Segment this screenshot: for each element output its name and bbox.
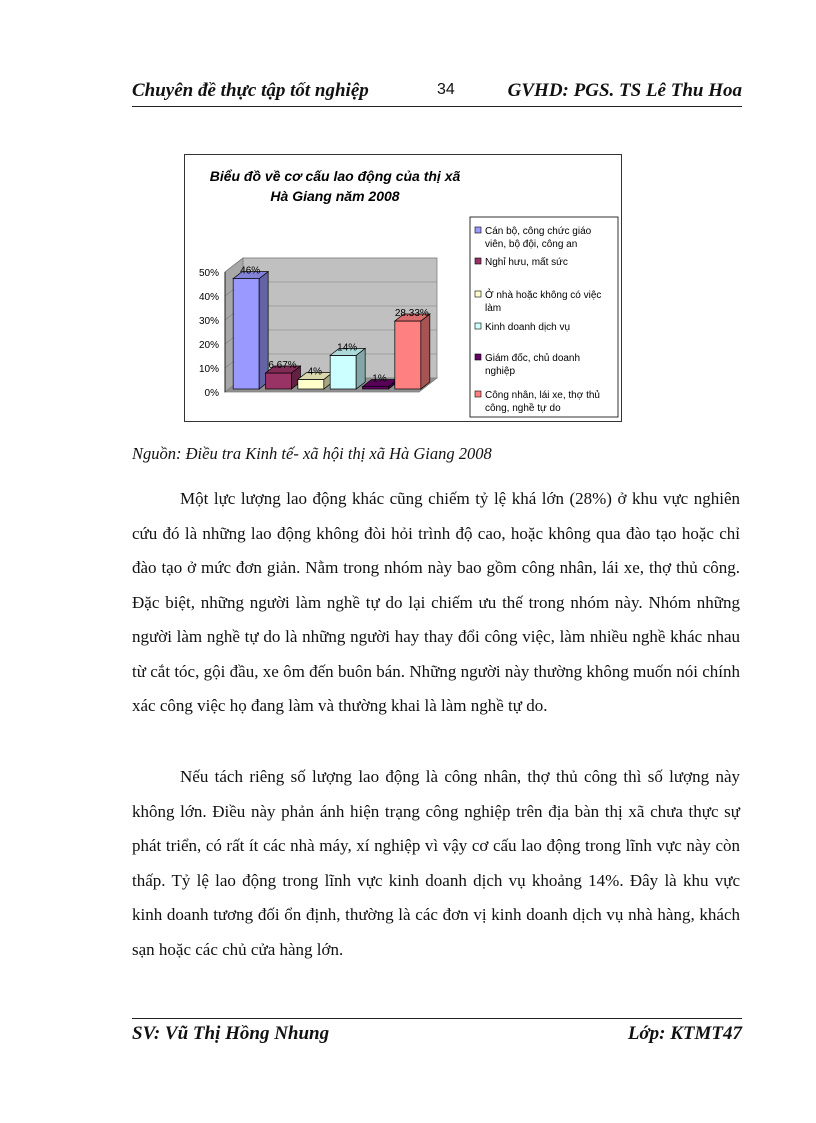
legend-label: công, nghề tự do bbox=[485, 403, 561, 414]
supervisor-label: GVHD: PGS. TS Lê Thu Hoa bbox=[507, 80, 742, 101]
legend-label: Kinh doanh dịch vụ bbox=[485, 322, 571, 333]
bar-data-label: 28.33% bbox=[394, 308, 429, 320]
page-footer bbox=[132, 1018, 742, 1049]
chart-title-line-2: Hà Giang năm 2008 bbox=[270, 188, 400, 204]
labor-structure-chart bbox=[185, 155, 621, 421]
bar-side bbox=[259, 272, 268, 389]
bar-front bbox=[233, 279, 259, 389]
y-tick-label: 50% bbox=[198, 268, 219, 279]
legend-label: Công nhân, lái xe, thợ thủ bbox=[485, 390, 600, 401]
chart-title-line-1: Biểu đồ về cơ cấu lao động của thị xã bbox=[209, 168, 461, 184]
paragraph-1: Một lực lượng lao động khác cũng chiếm tỷ lệ khá lớn (28%) ở khu vực nghiên cứu đó là những lao động không đòi hỏi trình độ cao, hoặc không qua đào tạo hoặc chỉ đào tạo ở mức đơn giản. Nằm trong nhóm này bao gồm công nhân, lái xe, thợ thủ công. Đặc biệt, những người làm nghề tự do lại chiếm ưu thế trong nhóm này. Nhóm những người làm nghề tự do là những người hay thay đổi công việc, làm nhiều nghề khác nhau từ cắt tóc, gội đầu, xe ôm đến buôn bán. Những người này thường không muốn nói chính xác công việc họ đang làm và thường khai là làm nghề tự do. bbox=[132, 489, 740, 715]
y-tick-label: 0% bbox=[204, 388, 219, 399]
legend-label: Cán bộ, công chức giáo bbox=[485, 226, 592, 237]
bar-front bbox=[266, 373, 292, 389]
page-number: 34 bbox=[437, 81, 455, 98]
paragraph-2: Nếu tách riêng số lượng lao động là công nhân, thợ thủ công thì số lượng này không lớn. Điều này phản ánh hiện trạng công nghiệp trên địa bàn thị xã chưa thực sự phát triển, có rất ít các nhà máy, xí nghiệp vì vậy cơ cấu lao động trong lĩnh vực này còn thấp. Tỷ lệ lao động trong lĩnh vực kinh doanh dịch vụ khoảng 14%. Đây là khu vực kinh doanh tương đối ổn định, thường là các đơn vị kinh doanh dịch vụ nhà hàng, khách sạn hoặc các chủ cửa hàng lớn. bbox=[132, 767, 740, 959]
y-tick-label: 40% bbox=[198, 292, 219, 303]
y-tick-label: 10% bbox=[198, 364, 219, 375]
legend-swatch bbox=[475, 227, 481, 233]
legend-swatch bbox=[475, 354, 481, 360]
legend-label: Ở nhà hoặc không có việc bbox=[485, 290, 602, 301]
legend-label: nghiệp bbox=[485, 366, 516, 377]
legend-swatch bbox=[475, 391, 481, 397]
legend-label: Giám đốc, chủ doanh bbox=[485, 353, 581, 364]
student-name: SV: Vũ Thị Hồng Nhung bbox=[132, 1023, 330, 1044]
legend-label: làm bbox=[485, 303, 502, 314]
legend-swatch bbox=[475, 258, 481, 264]
legend-swatch bbox=[475, 291, 481, 297]
bar-data-label: 4% bbox=[307, 366, 323, 378]
legend-swatch bbox=[475, 323, 481, 329]
bar-front bbox=[330, 355, 356, 389]
bar-data-label: 1% bbox=[372, 373, 387, 385]
page-header bbox=[132, 80, 742, 107]
bar-data-label: 14% bbox=[337, 342, 358, 354]
document-title: Chuyên đề thực tập tốt nghiệp bbox=[132, 80, 369, 101]
bar-front bbox=[298, 379, 324, 389]
legend-label: viên, bộ đội, công an bbox=[485, 239, 578, 250]
legend-label: Nghỉ hưu, mất sức bbox=[485, 257, 568, 268]
bar-side bbox=[421, 314, 430, 389]
y-tick-label: 30% bbox=[198, 316, 219, 327]
bar-front bbox=[363, 387, 389, 389]
bar-front bbox=[395, 321, 421, 389]
y-tick-label: 20% bbox=[198, 340, 219, 351]
chart-container bbox=[184, 154, 622, 422]
bar-data-label: 46% bbox=[240, 265, 261, 277]
source-note: Nguồn: Điều tra Kinh tế- xã hội thị xã Hà Giang 2008 bbox=[132, 444, 492, 463]
bar-data-label: 6.67% bbox=[268, 359, 297, 371]
class-label: Lớp: KTMT47 bbox=[627, 1023, 742, 1044]
